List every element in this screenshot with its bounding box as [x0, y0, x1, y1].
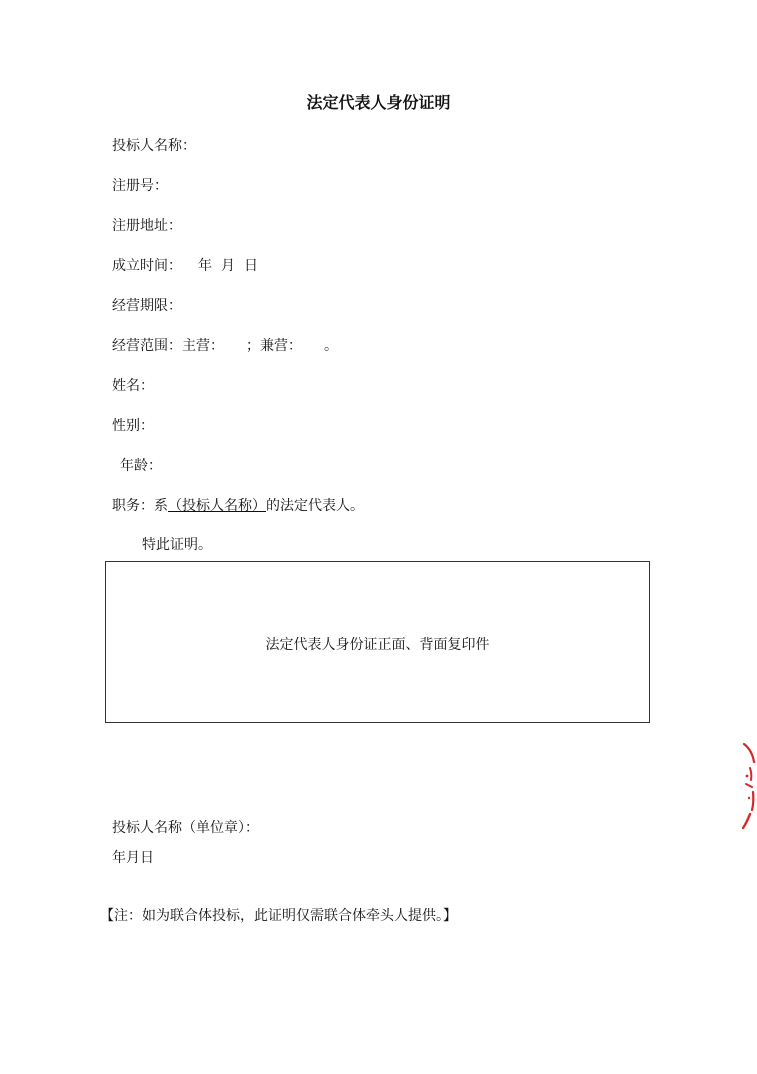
position-suffix: 的法定代表人。	[266, 498, 364, 514]
note-text: 【注：如为联合体投标，此证明仅需联合体牵头人提供。】	[100, 908, 457, 924]
bidder-name-label: 投标人名称：	[112, 138, 196, 154]
document-title: 法定代表人身份证明	[306, 93, 451, 112]
period-mark: 。	[324, 338, 338, 354]
gender-row	[112, 415, 154, 435]
day-label: 日	[244, 258, 258, 274]
seal-stamp-fragment	[738, 740, 757, 832]
bidder-name-row	[112, 135, 196, 155]
reg-address-row	[112, 215, 182, 235]
reg-no-row	[112, 175, 168, 195]
reg-no-label: 注册号：	[112, 178, 168, 194]
certify-text: 特此证明。	[142, 537, 212, 553]
year-label: 年	[198, 258, 212, 274]
scope-label: 经营范围：	[112, 338, 182, 354]
signature-line: 投标人名称（单位章）：	[112, 820, 259, 836]
scope-row	[112, 335, 338, 355]
date-line: 年月日	[112, 850, 154, 866]
semicolon: ；	[246, 338, 260, 354]
name-row	[112, 375, 154, 395]
position-row	[112, 495, 364, 515]
age-row	[120, 455, 162, 475]
established-row	[112, 255, 258, 275]
main-business-label: 主营：	[182, 338, 224, 354]
name-label: 姓名：	[112, 378, 154, 394]
reg-address-label: 注册地址：	[112, 218, 182, 234]
id-copy-box	[105, 561, 650, 723]
established-label: 成立时间：	[112, 258, 182, 274]
id-copy-label: 法定代表人身份证正面、背面复印件	[265, 637, 490, 653]
position-prefix: 系	[154, 498, 168, 514]
age-label: 年龄：	[120, 458, 162, 474]
month-label: 月	[221, 258, 235, 274]
position-label: 职务：	[112, 498, 154, 514]
term-label: 经营期限：	[112, 298, 182, 314]
side-business-label: 兼营：	[260, 338, 302, 354]
bidder-name-placeholder: （投标人名称）	[168, 498, 266, 514]
term-row	[112, 295, 182, 315]
gender-label: 性别：	[112, 418, 154, 434]
